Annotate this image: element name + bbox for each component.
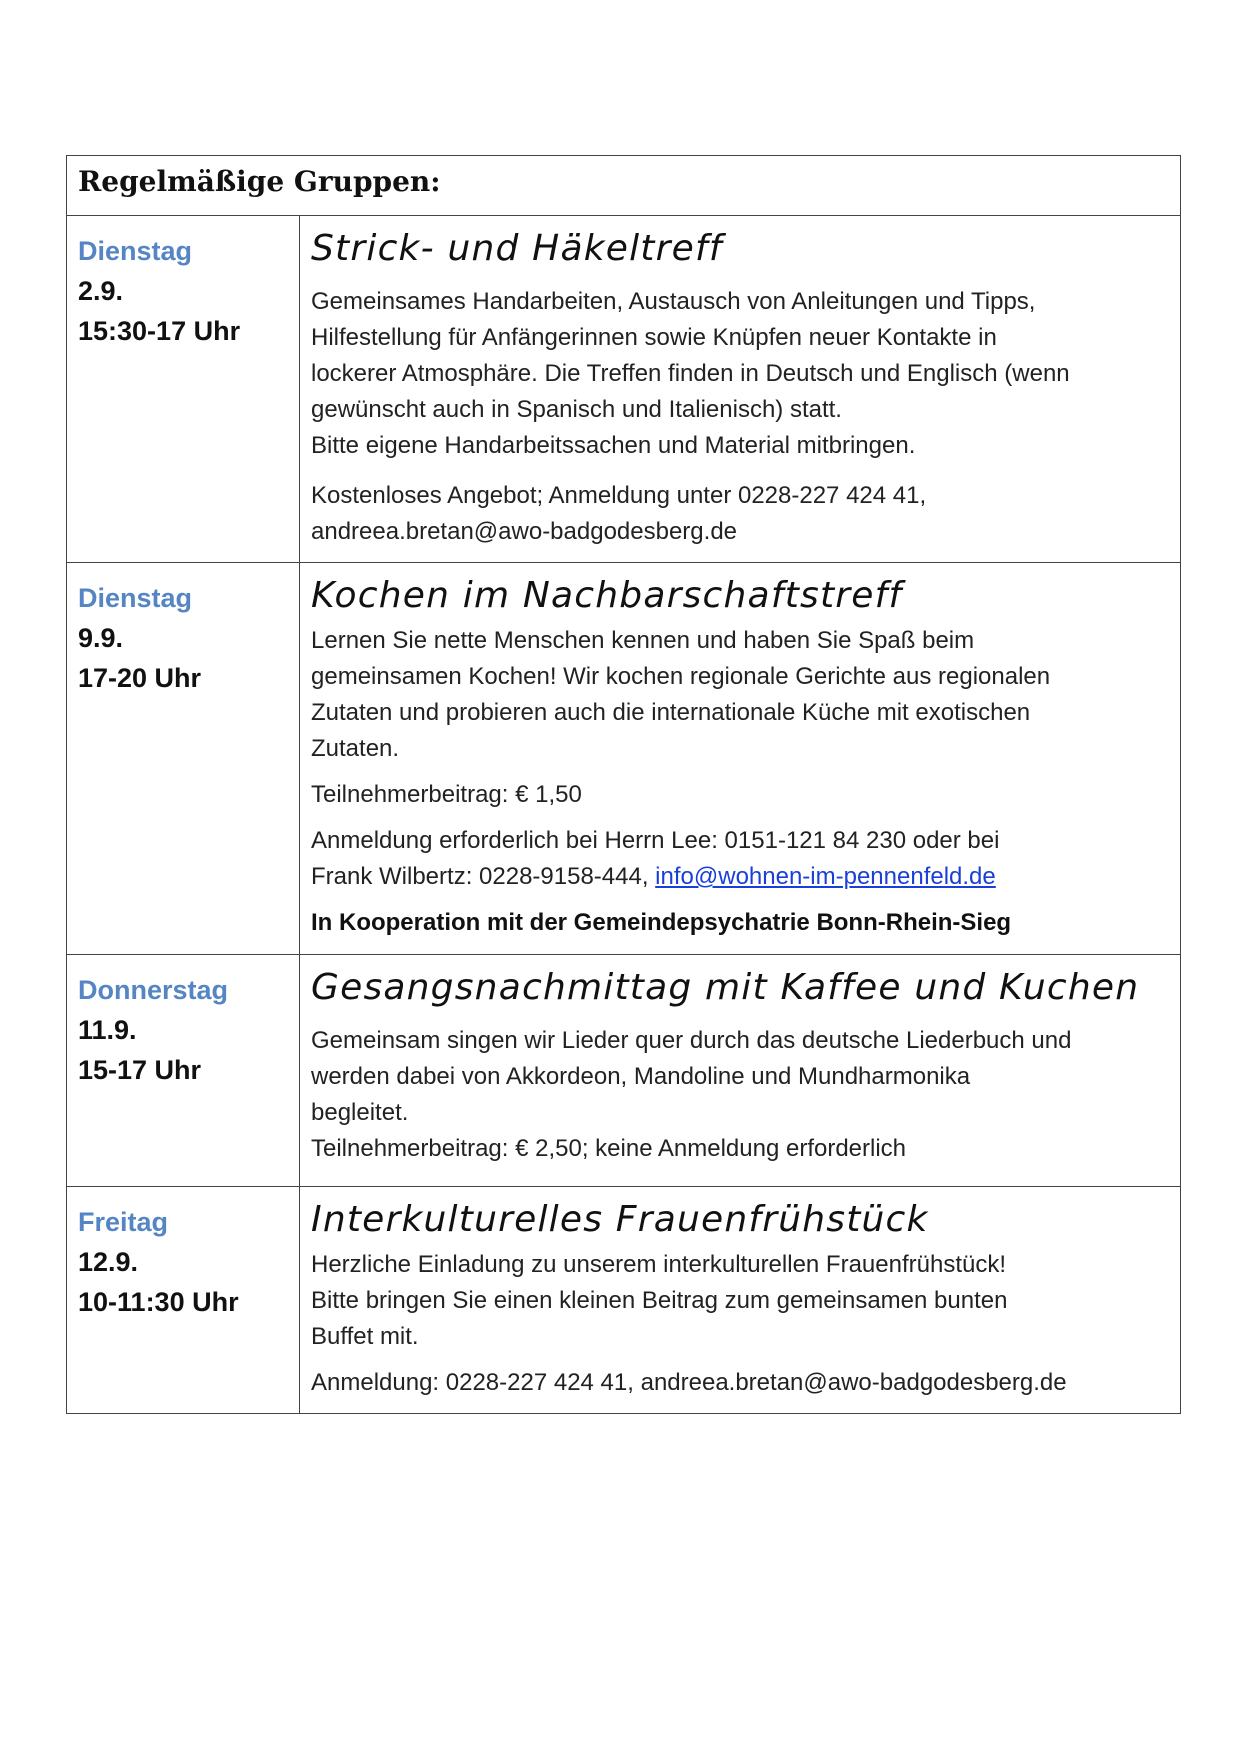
event-content-cell: [300, 1187, 1181, 1414]
event-fee: Teilnehmerbeitrag: € 1,50: [311, 781, 582, 808]
event-description: Gemeinsames Handarbeiten, Austausch von Anleitungen und Tipps, Hilfestellung für Anfängerinnen sowie Knüpfen neuer Kontakte in lockerer Atmosphäre. Die Treffen finden in Deutsch und Englisch (wenn gewünscht auch in Spanisch und Italienisch) statt.: [311, 288, 1070, 423]
event-day: Dienstag: [78, 236, 193, 266]
event-description: Herzliche Einladung zu unserem interkulturellen Frauenfrühstück! Bitte bringen Sie einen kleinen Beitrag zum gemeinsamen bunten Buffet mit.: [311, 1251, 1008, 1350]
groups-table: [66, 155, 1181, 1414]
page-title: Regelmäßige Gruppen:: [67, 156, 1181, 216]
event-title: Kochen im Nachbarschaftstreff: [311, 575, 903, 616]
event-registration-block: [311, 823, 1168, 895]
event-time: 17-20 Uhr: [78, 663, 202, 693]
event-cooperation: In Kooperation mit der Gemeindepsychatrie Bonn-Rhein-Sieg: [311, 909, 1012, 936]
event-date: 11.9.: [78, 1015, 137, 1045]
event-row: [67, 955, 1181, 1187]
event-date-cell: [67, 563, 300, 955]
event-title: Gesangsnachmittag mit Kaffee und Kuchen: [311, 967, 1140, 1008]
event-time: 15:30-17 Uhr: [78, 316, 241, 346]
table-header-row: [67, 156, 1181, 216]
event-content-cell: [300, 563, 1181, 955]
event-content-cell: [300, 216, 1181, 563]
event-date-cell: [67, 1187, 300, 1414]
event-date: 2.9.: [78, 276, 124, 306]
email-link[interactable]: info@wohnen-im-pennenfeld.de: [655, 863, 996, 890]
groups-sheet: [66, 155, 1180, 1414]
event-time: 10-11:30 Uhr: [78, 1287, 239, 1317]
event-day: Donnerstag: [78, 975, 229, 1005]
event-title: Strick- und Häkeltreff: [311, 228, 723, 269]
event-description: Lernen Sie nette Menschen kennen und haben Sie Spaß beim gemeinsamen Kochen! Wir kochen regionale Gerichte aus regionalen Zutaten und probieren auch die internationale Küche mit exotischen Zutaten.: [311, 627, 1051, 762]
event-registration: Anmeldung: 0228-227 424 41, andreea.bretan@awo-badgodesberg.de: [311, 1369, 1067, 1396]
event-content-cell: [300, 955, 1181, 1187]
event-row: [67, 563, 1181, 955]
event-date: 9.9.: [78, 623, 124, 653]
event-registration: Anmeldung erforderlich bei Herrn Lee: 0151-121 84 230 oder bei Frank Wilbertz: 0228-9158-444,: [311, 827, 1000, 890]
event-time: 15-17 Uhr: [78, 1055, 202, 1085]
event-description: Gemeinsam singen wir Lieder quer durch das deutsche Liederbuch und werden dabei von Akkordeon, Mandoline und Mundharmonika begleitet.: [311, 1027, 1072, 1126]
event-row: [67, 1187, 1181, 1414]
event-fee: Teilnehmerbeitrag: € 2,50; keine Anmeldung erforderlich: [311, 1135, 907, 1162]
event-date-cell: [67, 955, 300, 1187]
event-day: Dienstag: [78, 583, 193, 613]
event-date: 12.9.: [78, 1247, 139, 1277]
event-day: Freitag: [78, 1207, 169, 1237]
event-date-cell: [67, 216, 300, 563]
event-title: Interkulturelles Frauenfrühstück: [311, 1199, 929, 1240]
event-registration: Kostenloses Angebot; Anmeldung unter 0228-227 424 41, andreea.bretan@awo-badgodesberg.de: [311, 482, 927, 545]
event-row: [67, 216, 1181, 563]
event-note: Bitte eigene Handarbeitssachen und Material mitbringen.: [311, 432, 916, 459]
